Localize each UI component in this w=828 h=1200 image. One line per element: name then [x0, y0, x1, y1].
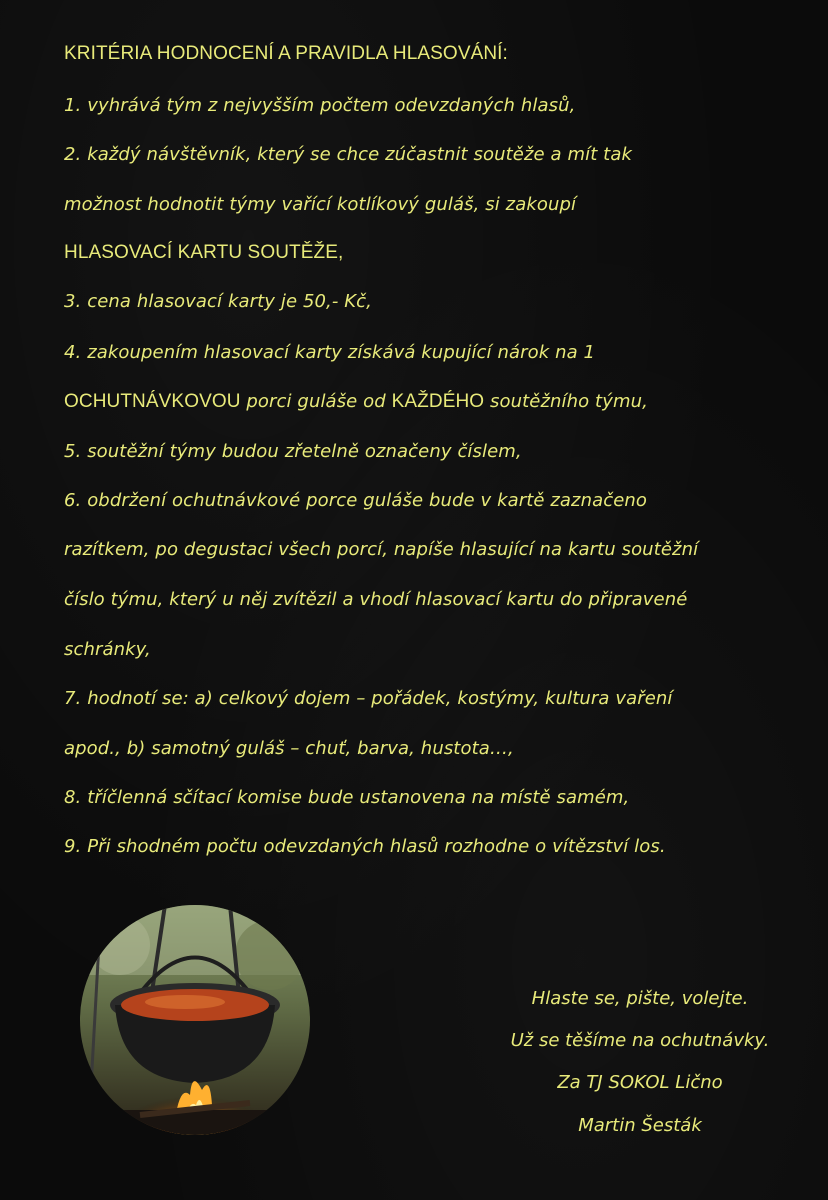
rule-6-line-2: razítkem, po degustaci všech porcí, napíše hlasující na kartu soutěžní: [64, 539, 699, 560]
rule-5: 5. soutěžní týmy budou zřetelně označeny číslem,: [64, 441, 522, 462]
rule-2-line-3: HLASOVACÍ KARTU SOUTĚŽE,: [64, 242, 344, 263]
rule-3: 3. cena hlasovací karty je 50,- Kč,: [64, 291, 373, 312]
rule-1: 1. vyhrává tým z nejvyšším počtem odevzdaných hlasů,: [64, 95, 576, 116]
rule-6-line-3: číslo týmu, který u něj zvítězil a vhodí hlasovací kartu do připravené: [64, 589, 688, 610]
rule-9: 9. Při shodném počtu odevzdaných hlasů rozhodne o vítězství los.: [64, 836, 666, 857]
signoff-line-4: Martin Šesták: [578, 1115, 702, 1136]
rule-8: 8. tříčlenná sčítací komise bude ustanovena na místě samém,: [64, 787, 630, 808]
signoff-line-2: Už se těšíme na ochutnávky.: [510, 1030, 770, 1051]
rule-2-line-1: 2. každý návštěvník, který se chce zúčastnit soutěže a mít tak: [64, 144, 632, 165]
signoff-line-1: Hlaste se, pište, volejte.: [531, 988, 749, 1009]
cauldron-photo: [80, 905, 310, 1135]
rule-4-emphasis-1: OCHUTNÁVKOVOU: [64, 391, 241, 412]
rule-7-line-2: apod., b) samotný guláš – chuť, barva, hustota…,: [64, 738, 514, 759]
rule-4-text-2: soutěžního týmu,: [484, 391, 648, 412]
rule-4-text-1: porci guláše od: [240, 391, 392, 412]
rule-4-line-1: 4. zakoupením hlasovací karty získává kupující nárok na 1: [64, 342, 596, 363]
signoff-line-3: Za TJ SOKOL Lično: [557, 1072, 723, 1093]
rule-2-line-2: možnost hodnotit týmy vařící kotlíkový guláš, si zakoupí: [64, 194, 577, 215]
rule-4-emphasis-2: KAŽDÉHO: [391, 391, 485, 412]
heading: KRITÉRIA HODNOCENÍ A PRAVIDLA HLASOVÁNÍ:: [64, 43, 508, 64]
rule-6-line-1: 6. obdržení ochutnávkové porce guláše bude v kartě zaznačeno: [64, 490, 648, 511]
rule-6-line-4: schránky,: [64, 639, 151, 660]
rule-4-line-2: [64, 390, 804, 414]
rule-7-line-1: 7. hodnotí se: a) celkový dojem – pořádek, kostýmy, kultura vaření: [64, 688, 673, 709]
